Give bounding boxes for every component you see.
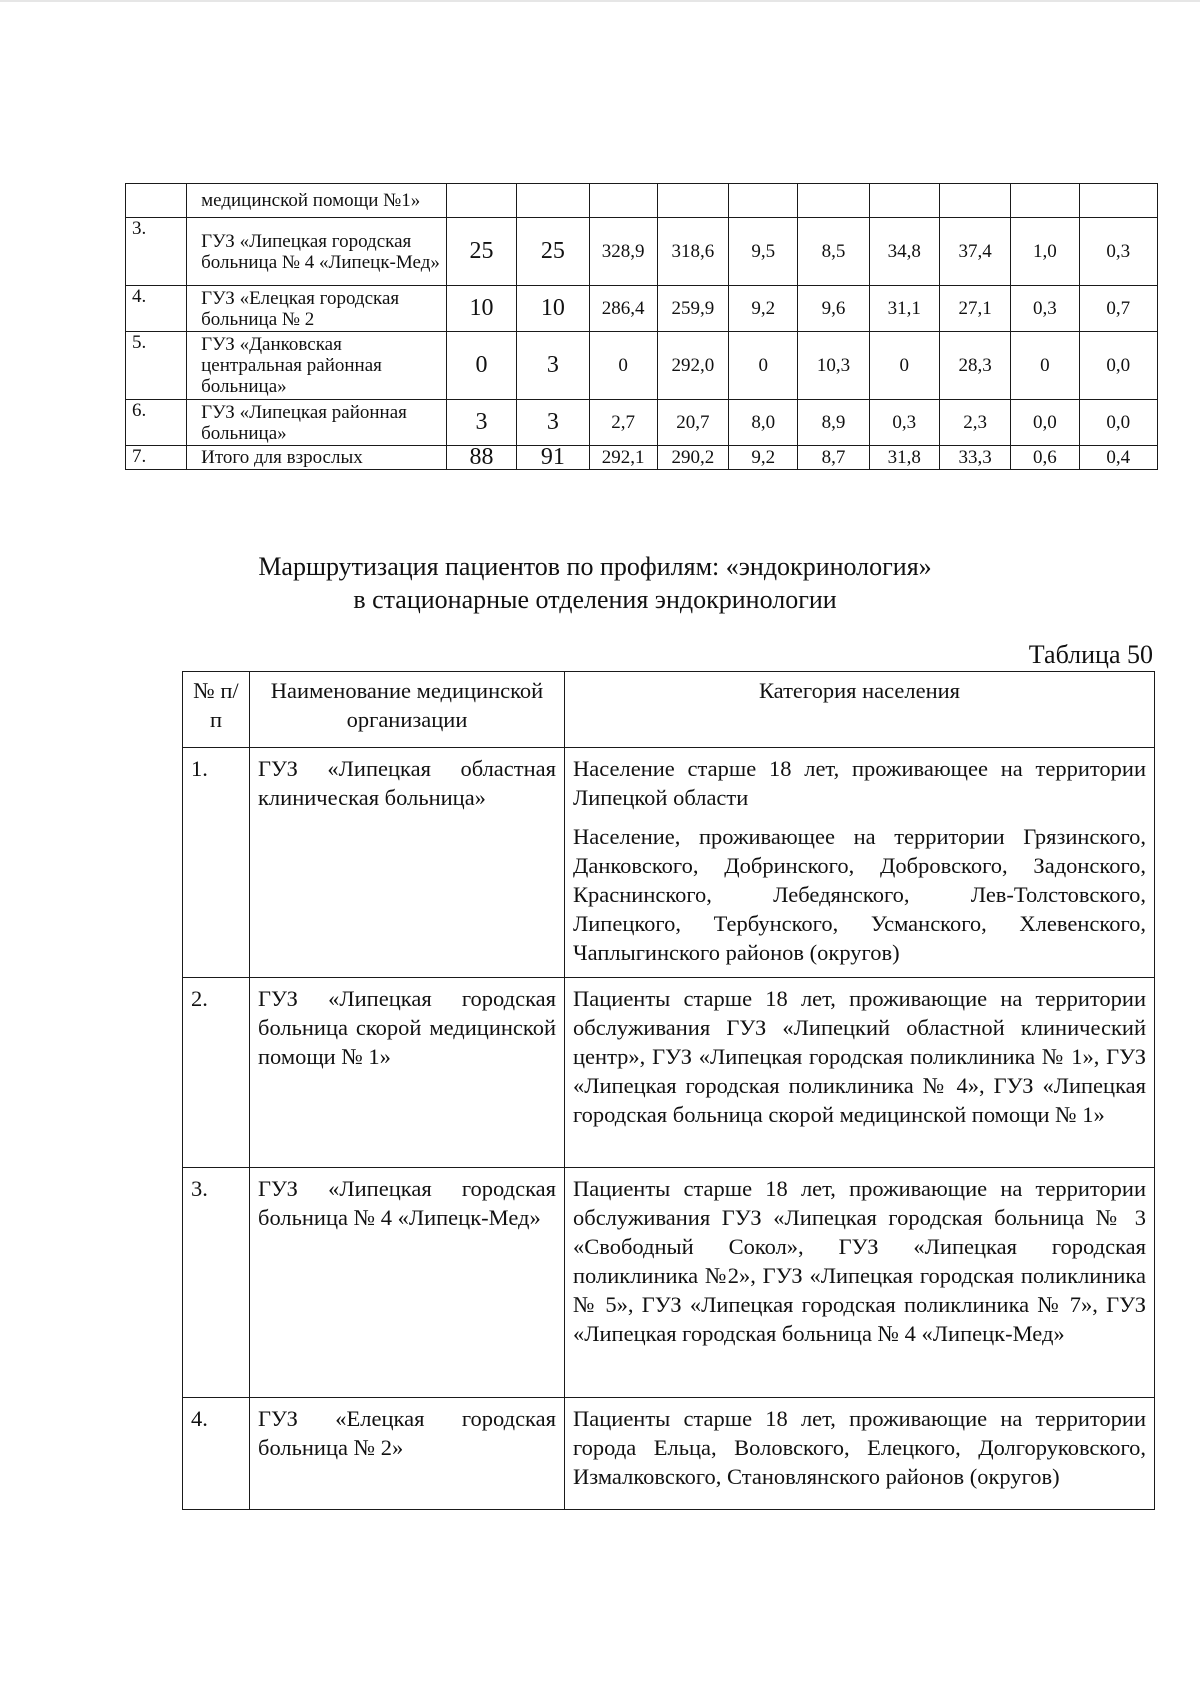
value-cell — [589, 184, 657, 218]
value-cell: 0,7 — [1079, 286, 1158, 332]
section-title-line-2: в стационарные отделения эндокринологии — [353, 585, 837, 614]
value-cell: 37,4 — [939, 218, 1010, 286]
value-cell — [1079, 184, 1158, 218]
table-row — [126, 286, 1158, 332]
organization-name: ГУЗ «Елецкая городская больница № 2» — [250, 1398, 565, 1510]
organization-name: медицинской помощи №1» — [187, 184, 447, 218]
category-paragraph: Пациенты старше 18 лет, проживающие на территории обслуживания ГУЗ «Липецкая городская больница № 3 «Свободный Сокол», ГУЗ «Липецкая городская поликлиника №2», ГУЗ «Липецкая городская поликлиника № 5», ГУЗ «Липецкая городская поликлиника № 7», ГУЗ «Липецкая городская больница № 4 «Липецк-Мед» — [573, 1176, 1146, 1346]
value-cell: 2,3 — [939, 400, 1010, 446]
statistics-table-continuation — [125, 183, 1158, 470]
table-row — [126, 218, 1158, 286]
value-cell: 0,4 — [1079, 446, 1158, 470]
table-row — [183, 748, 1155, 978]
value-cell — [939, 184, 1010, 218]
organization-name: ГУЗ «Липецкая районная больница» — [187, 400, 447, 446]
value-cell — [869, 184, 939, 218]
value-cell: 25 — [517, 218, 589, 286]
category-paragraph: Население, проживающее на территории Грязинского, Данковского, Добринского, Добровского, Задонского, Краснинского, Лебедянского, Лев-Толстовского, Липецкого, Тербунского, Усманского, Хлевенского, Чаплыгинского районов (округов) — [573, 824, 1146, 965]
value-cell: 292,1 — [589, 446, 657, 470]
value-cell: 9,2 — [729, 286, 798, 332]
value-cell: 0,0 — [1079, 332, 1158, 400]
value-cell: 8,9 — [798, 400, 869, 446]
population-category — [565, 748, 1155, 978]
value-cell: 9,6 — [798, 286, 869, 332]
value-cell: 318,6 — [657, 218, 728, 286]
value-cell: 8,5 — [798, 218, 869, 286]
value-cell — [446, 184, 516, 218]
category-paragraph: Пациенты старше 18 лет, проживающие на территории обслуживания ГУЗ «Липецкий областной клинический центр», ГУЗ «Липецкая городская поликлиника № 1», ГУЗ «Липецкая городская поликлиника № 4», ГУЗ «Липецкая городская больница скорой медицинской помощи № 1» — [573, 986, 1146, 1127]
organization-name: Итого для взрослых — [187, 446, 447, 470]
category-paragraph: Население старше 18 лет, проживающее на территории Липецкой области — [573, 756, 1146, 810]
value-cell — [798, 184, 869, 218]
value-cell: 8,0 — [729, 400, 798, 446]
value-cell — [1011, 184, 1079, 218]
value-cell: 88 — [446, 446, 516, 470]
value-cell: 0 — [869, 332, 939, 400]
value-cell: 0 — [729, 332, 798, 400]
value-cell: 3 — [446, 400, 516, 446]
section-title-line-1: Маршрутизация пациентов по профилям: «эндокринология» — [258, 552, 932, 581]
header-population-category: Категория населения — [565, 672, 1155, 748]
row-number: 4. — [183, 1398, 250, 1510]
value-cell: 328,9 — [589, 218, 657, 286]
value-cell: 28,3 — [939, 332, 1010, 400]
organization-name: ГУЗ «Липецкая городская больница № 4 «Липецк-Мед» — [187, 218, 447, 286]
population-category — [565, 1168, 1155, 1398]
row-number: 2. — [183, 978, 250, 1168]
value-cell: 292,0 — [657, 332, 728, 400]
value-cell: 34,8 — [869, 218, 939, 286]
value-cell: 10 — [517, 286, 589, 332]
value-cell: 25 — [446, 218, 516, 286]
value-cell: 0,0 — [1079, 400, 1158, 446]
value-cell: 10,3 — [798, 332, 869, 400]
table-number-label: Таблица 50 — [1028, 640, 1153, 669]
value-cell: 2,7 — [589, 400, 657, 446]
value-cell: 290,2 — [657, 446, 728, 470]
population-category — [565, 978, 1155, 1168]
value-cell: 3 — [517, 332, 589, 400]
value-cell: 0,3 — [1011, 286, 1079, 332]
value-cell: 0,6 — [1011, 446, 1079, 470]
value-cell: 0,3 — [1079, 218, 1158, 286]
value-cell: 286,4 — [589, 286, 657, 332]
table-header-row — [183, 672, 1155, 748]
organization-name: ГУЗ «Данковская центральная районная больница» — [187, 332, 447, 400]
table-row — [183, 978, 1155, 1168]
value-cell: 1,0 — [1011, 218, 1079, 286]
category-paragraph: Пациенты старше 18 лет, проживающие на территории города Ельца, Воловского, Елецкого, Долгоруковского, Измалковского, Становлянского районов (округов) — [573, 1406, 1146, 1489]
table-row — [126, 184, 1158, 218]
value-cell: 31,8 — [869, 446, 939, 470]
value-cell: 31,1 — [869, 286, 939, 332]
table-row — [183, 1398, 1155, 1510]
row-number: 6. — [126, 400, 187, 446]
row-number: 3. — [183, 1168, 250, 1398]
value-cell: 8,7 — [798, 446, 869, 470]
value-cell — [657, 184, 728, 218]
value-cell — [729, 184, 798, 218]
value-cell: 33,3 — [939, 446, 1010, 470]
value-cell: 0 — [589, 332, 657, 400]
row-number: 5. — [126, 332, 187, 400]
row-number: 4. — [126, 286, 187, 332]
value-cell: 0 — [1011, 332, 1079, 400]
value-cell: 0,0 — [1011, 400, 1079, 446]
table-row — [126, 446, 1158, 470]
value-cell: 9,5 — [729, 218, 798, 286]
section-title — [200, 550, 990, 616]
scan-edge — [0, 0, 1200, 2]
table-row — [183, 1168, 1155, 1398]
routing-table — [182, 671, 1155, 1510]
row-number: 3. — [126, 218, 187, 286]
organization-name: ГУЗ «Елецкая городская больница № 2 — [187, 286, 447, 332]
table-row — [126, 332, 1158, 400]
header-organization: Наименование медицинской организации — [250, 672, 565, 748]
row-number: 7. — [126, 446, 187, 470]
value-cell: 9,2 — [729, 446, 798, 470]
population-category — [565, 1398, 1155, 1510]
row-number — [126, 184, 187, 218]
value-cell: 91 — [517, 446, 589, 470]
value-cell: 0,3 — [869, 400, 939, 446]
value-cell: 20,7 — [657, 400, 728, 446]
organization-name: ГУЗ «Липецкая городская больница скорой медицинской помощи № 1» — [250, 978, 565, 1168]
row-number: 1. — [183, 748, 250, 978]
organization-name: ГУЗ «Липецкая городская больница № 4 «Липецк-Мед» — [250, 1168, 565, 1398]
value-cell — [517, 184, 589, 218]
table-row — [126, 400, 1158, 446]
header-number: № п/п — [183, 672, 250, 748]
value-cell: 0 — [446, 332, 516, 400]
value-cell: 259,9 — [657, 286, 728, 332]
value-cell: 3 — [517, 400, 589, 446]
value-cell: 27,1 — [939, 286, 1010, 332]
value-cell: 10 — [446, 286, 516, 332]
organization-name: ГУЗ «Липецкая областная клиническая больница» — [250, 748, 565, 978]
